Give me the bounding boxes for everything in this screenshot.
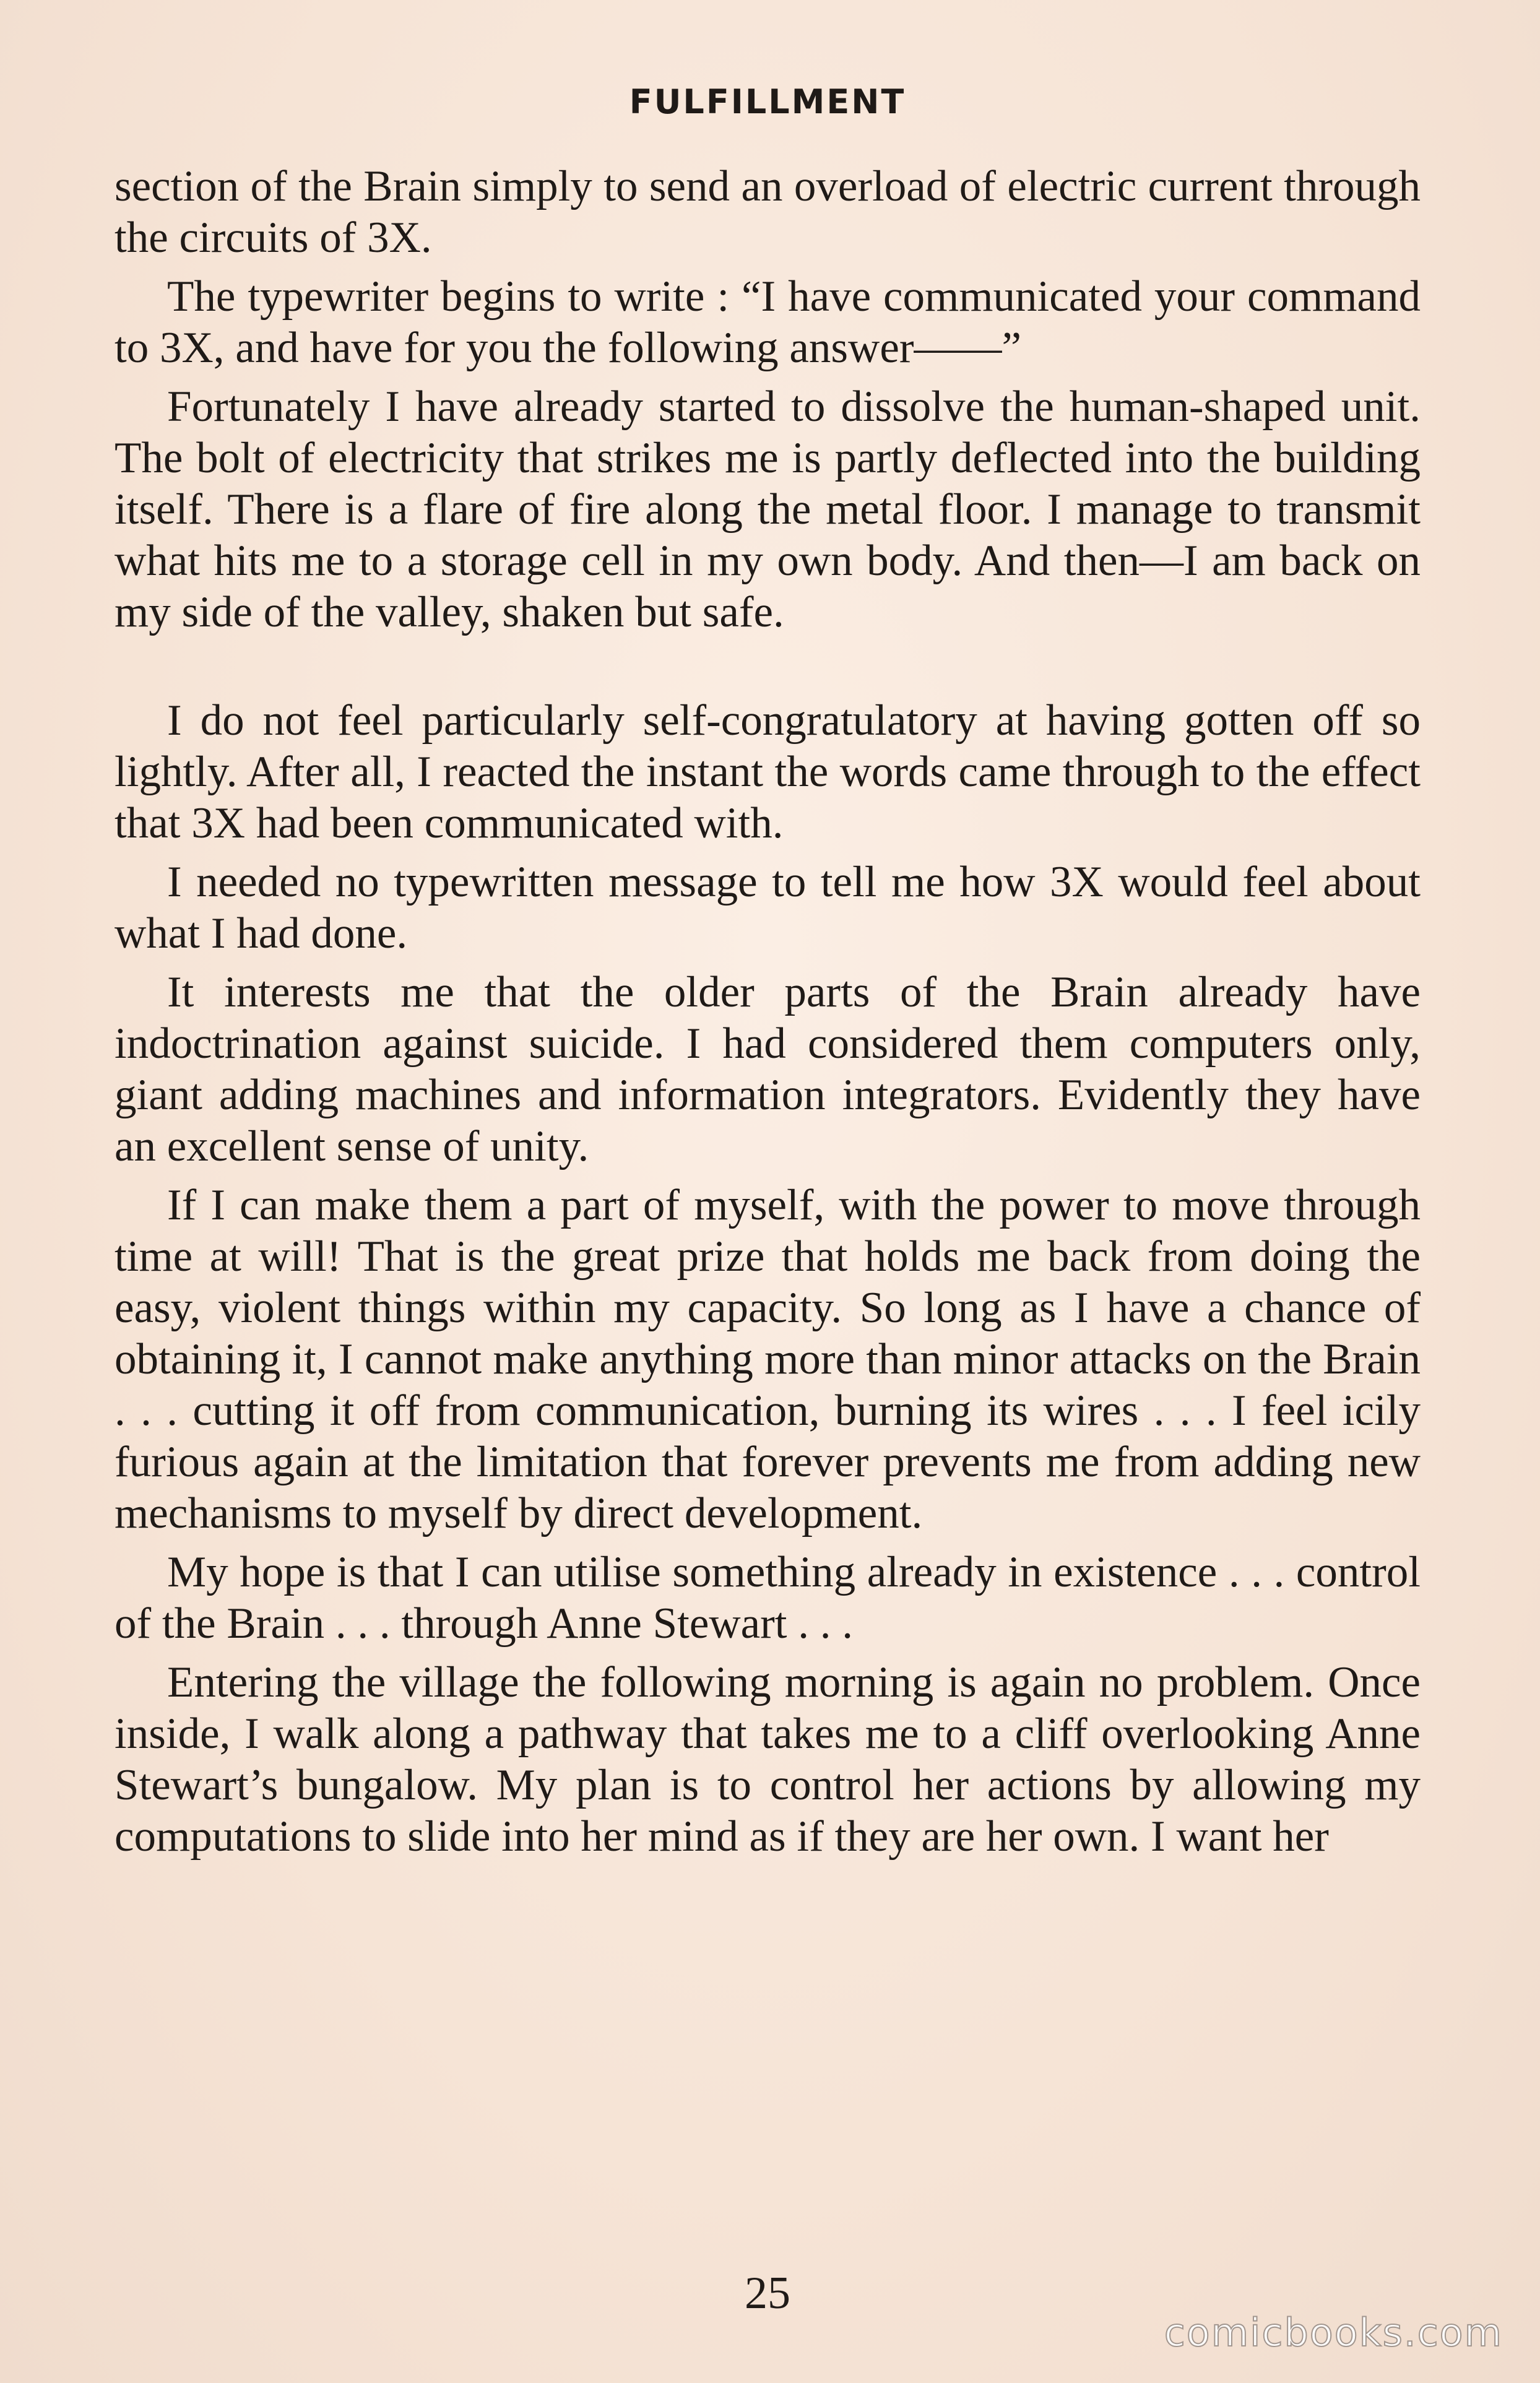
paragraph: If I can make them a part of myself, with the power to move through time at will! That is the great prize that holds me back from doing the easy, violent things within my capacity. So long as I have a chance of obtaining it, I cannot make anything more than minor attacks on the Brain . . . cutting it off from communication, burning its wires . . . I feel icily furious again at the limitation that forever prevents me from adding new mechanisms to myself by direct development.: [115, 1181, 1421, 1537]
watermark: comicbooks.com: [1164, 2310, 1503, 2355]
paragraph: Fortunately I have already started to dissolve the human-shaped unit. The bolt of electricity that strikes me is partly deflected into the building itself. There is a flare of fire along the metal floor. I manage to transmit what hits me to a storage cell in my own body. And then—I am back on my side of the valley, shaken but safe.: [115, 383, 1421, 636]
paragraph: section of the Brain simply to send an overload of electric current through the circuits of 3X.: [115, 162, 1421, 262]
body-text: [115, 161, 1421, 1870]
book-page: [115, 74, 1421, 2327]
paragraph: I needed no typewritten message to tell me how 3X would feel about what I had done.: [115, 858, 1421, 958]
paragraph: My hope is that I can utilise something already in existence . . . control of the Brain . . . through Anne Stewart . . .: [115, 1548, 1421, 1648]
paragraph: It interests me that the older parts of the Brain already have indoctrination against suicide. I had considered them computers only, giant adding machines and information integrators. Evidently they have an excellent sense of unity.: [115, 968, 1421, 1170]
paragraph: The typewriter begins to write : “I have communicated your command to 3X, and have for you the following answer——”: [115, 272, 1421, 372]
page-number: 25: [745, 2268, 790, 2319]
paragraph: I do not feel particularly self-congratulatory at having gotten off so lightly. After all, I reacted the instant the words came through to the effect that 3X had been communicated with.: [115, 696, 1421, 847]
section-break: [115, 646, 1421, 695]
paragraph: Entering the village the following morning is again no problem. Once inside, I walk along a pathway that takes me to a cliff overlooking Anne Stewart’s bungalow. My plan is to control her actions by allowing my computations to slide into her mind as if they are her own. I want her: [115, 1658, 1421, 1861]
running-head: FULFILLMENT: [629, 82, 906, 121]
